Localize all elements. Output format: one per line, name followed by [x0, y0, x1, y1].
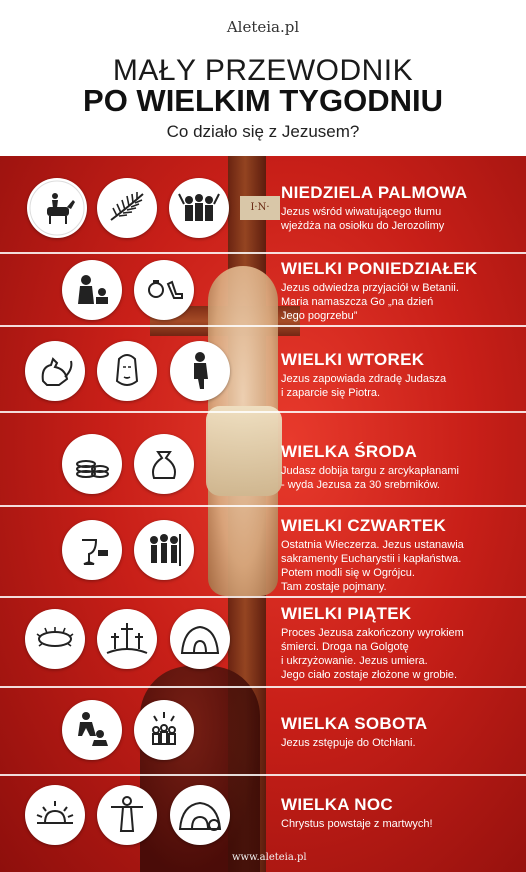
donkey-rider-icon [27, 178, 87, 238]
day-niedziela-palmowa [281, 183, 521, 233]
sunrise-icon [25, 785, 85, 845]
footer-url: www.aleteia.pl [232, 852, 307, 863]
divider [0, 411, 526, 413]
day-title: WIELKI PONIEDZIAŁEK [281, 259, 478, 278]
day-title: WIELKI PIĄTEK [281, 604, 412, 623]
divider [0, 596, 526, 598]
day-wielka-sobota [281, 714, 521, 750]
coins-icon [62, 434, 122, 494]
day-wielki-piatek [281, 604, 521, 682]
divider [0, 686, 526, 688]
divider [0, 325, 526, 327]
rooster-icon [25, 341, 85, 401]
day-description: Proces Jezusa zakończony wyrokiem śmierci. Droga na Golgotę i ukrzyżowanie. Jezus umiera. Jego ciało zostaje złożone w grobie. [281, 627, 464, 681]
divider [0, 505, 526, 507]
brand-name: Aleteia.pl [226, 18, 300, 36]
title-line-1: MAŁY PRZEWODNIK [112, 54, 414, 87]
risen-christ-icon [97, 785, 157, 845]
open-tomb-icon [170, 785, 230, 845]
arrest-soldiers-icon [134, 520, 194, 580]
day-title: WIELKA ŚRODA [281, 442, 418, 461]
palm-leaf-icon [97, 178, 157, 238]
jesus-face-icon [97, 341, 157, 401]
day-description: Judasz dobija targu z arcykapłanami - wyda Jezusa za 30 srebrników. [281, 465, 459, 491]
descent-icon [62, 700, 122, 760]
day-description: Jezus odwiedza przyjaciół w Betanii. Maria namaszcza Go „na dzień Jego pogrzebu” [281, 282, 459, 322]
money-bag-icon [134, 434, 194, 494]
tomb-icon [170, 609, 230, 669]
day-description: Ostatnia Wieczerza. Jezus ustanawia sakramenty Eucharystii i kapłaństwa. Potem modli się w Ogrójcu. Tam zostaje pojmany. [281, 539, 464, 593]
day-wielki-czwartek [281, 516, 521, 594]
crucifix-loincloth [206, 406, 282, 496]
divider [0, 252, 526, 254]
divider [0, 774, 526, 776]
oil-jar-feet-icon [134, 260, 194, 320]
day-title: WIELKI CZWARTEK [281, 516, 447, 535]
day-wielka-noc [281, 795, 521, 831]
day-title: NIEDZIELA PALMOWA [281, 183, 468, 202]
day-title: WIELKA SOBOTA [281, 714, 428, 733]
day-title: WIELKI WTOREK [281, 350, 425, 369]
crown-of-thorns-icon [25, 609, 85, 669]
anointing-icon [62, 260, 122, 320]
golgotha-crosses-icon [97, 609, 157, 669]
day-title: WIELKA NOC [281, 795, 393, 814]
day-description: Jezus wśród wiwatującego tłumu wjeżdża na osiołku do Jerozolimy [281, 206, 445, 232]
day-wielki-wtorek [281, 350, 521, 400]
title-line-2: PO WIELKIM TYGODNIU [83, 83, 443, 118]
inri-plaque: I·N· [240, 196, 280, 220]
crowd-icon [169, 178, 229, 238]
subtitle: Co działo się z Jezusem? [166, 122, 360, 141]
day-description: Jezus zstępuje do Otchłani. [281, 737, 416, 749]
day-wielka-sroda [281, 442, 521, 492]
chalice-bread-icon [62, 520, 122, 580]
day-wielki-poniedzialek [281, 259, 521, 323]
day-description: Chrystus powstaje z martwych! [281, 818, 433, 830]
header [0, 0, 526, 156]
day-description: Jezus zapowiada zdradę Judasza i zaparcie się Piotra. [281, 373, 447, 399]
judas-figure-icon [170, 341, 230, 401]
souls-light-icon [134, 700, 194, 760]
